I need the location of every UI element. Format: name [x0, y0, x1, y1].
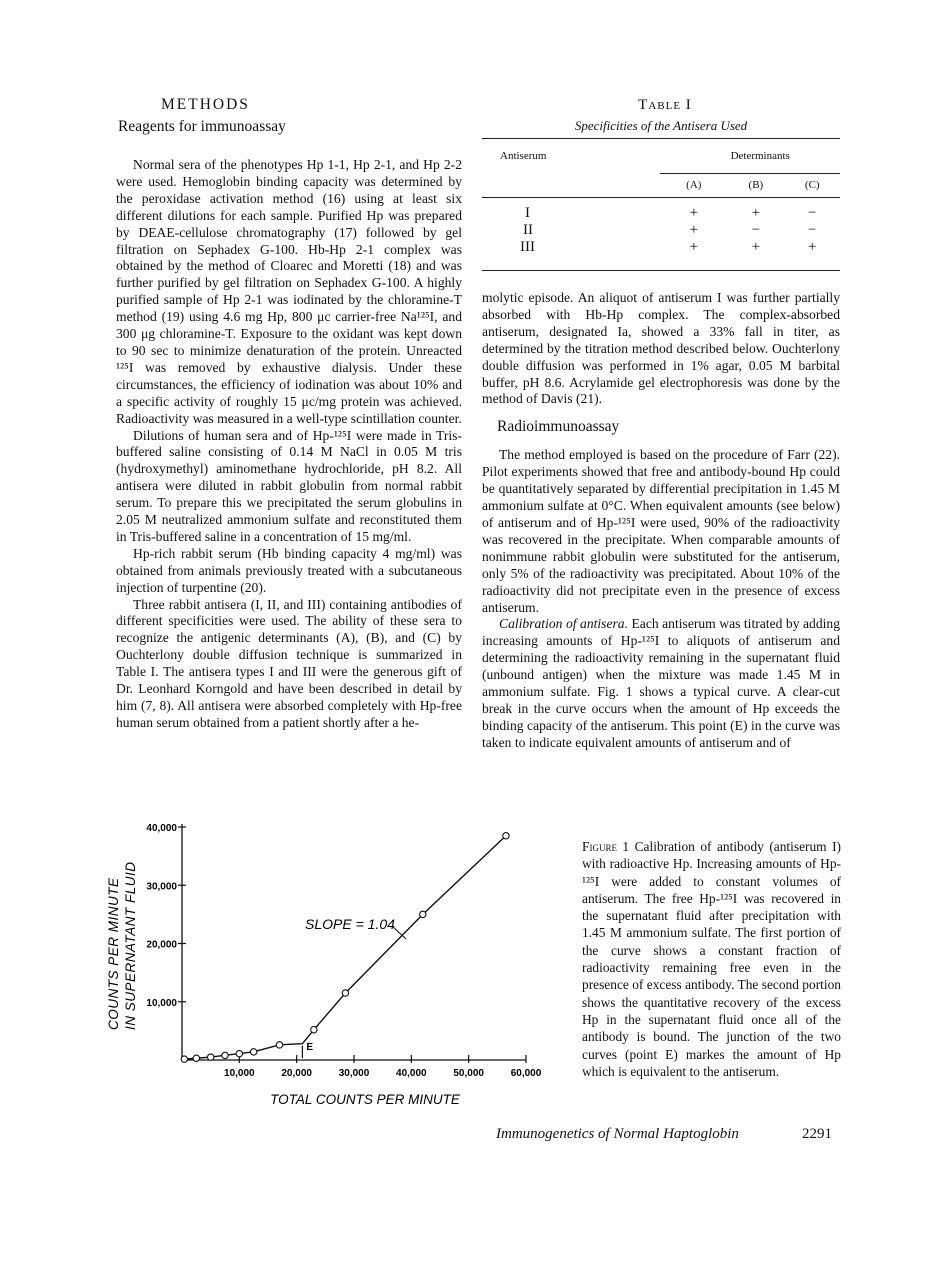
axis-marks	[146, 823, 541, 1079]
data-point	[193, 1055, 199, 1061]
left-column	[116, 95, 462, 783]
paragraph: Normal sera of the phenotypes Hp 1-1, Hp 2-1, and Hp 2-2 were used. Hemoglobin binding capacity was determined by the peroxidase activation method (16) using at least six different dilutions for each sample. Purified Hp was prepared by DEAE-cellulose chromatography (17) followed by gel filtration on Sephadex G-100. Hb-Hp 2-1 complex was obtained by the method of Cloarec and Moretti (18) and was further purified by gel filtration on Sephadex G-100. A highly purified sample of Hp 2-1 was iodinated by the chloramine-T method (19) using 4.6 mg Hp, 800 μc carrier-free Na¹²⁵I, and 300 μg chloramine-T. Exposure to the oxidant was kept down to 90 sec to minimize denaturation of the protein. Unreacted ¹²⁵I was removed by exhaustive dialysis. Under these circumstances, the efficiency of iodination was about 10% and a specific activity of roughly 15 μc/mg protein was achieved. Radioactivity was measured in a well-type scintillation counter.	[116, 157, 462, 426]
x-tick-label: 30,000	[338, 1068, 370, 1079]
y-tick-label: 30,000	[146, 881, 177, 893]
data-point	[250, 1049, 256, 1055]
x-tick-label: 60,000	[510, 1068, 542, 1079]
paragraph: Hp-rich rabbit serum (Hb binding capacity 4 mg/ml) was obtained from animals previously treated with a subcutaneous injection of turpentine (20).	[116, 545, 462, 595]
figure-caption-text: Calibration of antibody (antiserum I) with radioactive Hp. Increasing amounts of Hp-¹²⁵I were added to constant volumes of antiserum. The free Hp-¹²⁵I was recovered in the supernatant fluid after precipitation with 1.45 M ammonium sulfate. The first portion of the curve shows a constant fraction of radioactivity remaining free even in the presence of excess antibody. The second portion shows the quantitative recovery of the excess Hp in the supernatant fluid once all of the antibody is bound. The junction of the two curves (point E) markes the amount of Hp which is equivalent to the antiserum.	[582, 839, 841, 1079]
data-point	[222, 1052, 228, 1058]
x-axis-label: TOTAL COUNTS PER MINUTE	[270, 1092, 460, 1107]
figure-caption	[582, 838, 841, 1080]
data-points	[181, 833, 509, 1063]
header-antiserum: Antiserum	[500, 150, 547, 162]
y-tick-label: 40,000	[146, 823, 177, 834]
calibration-text: Each antiserum was titrated by adding increasing amounts of Hp-¹²⁵I to aliquots of antiserum and determining the radioactivity remaining in the supernatant fluid (unbound antigen) when the mixture was made 1.45 M in ammonium sulfate. Fig. 1 shows a typical curve. A clear-cut break in the curve occurs when the amount of Hp exceeds the binding capacity of the antiserum. This point (E) in the curve was taken to indicate equivalent amounts of antiserum and of	[482, 616, 840, 750]
data-point	[420, 911, 426, 917]
subheader-c: (C)	[785, 173, 840, 197]
subheading-reagents: Reagents for immunoassay	[118, 118, 286, 135]
break-point-marker	[302, 926, 406, 1058]
figure-1-chart	[100, 815, 560, 1115]
data-point	[181, 1056, 187, 1062]
paragraph: Dilutions of human sera and of Hp-¹²⁵I were made in Tris-buffered saline consisting of 0.14 M NaCl in 0.05 M tris (hydroxymethyl) aminomethane hydrochloride, pH 8.2. All antisera were diluted in rabbit globulin from normal rabbit serum. To prepare this we precipitated the serum globulins in 2.05 M neutralized ammonium sulfate and reconstituted them in Tris-buffered saline in a concentration of 15 mg/ml.	[116, 427, 462, 544]
slope-annotation: SLOPE = 1.04	[305, 916, 395, 932]
table-row: II + − −	[523, 222, 817, 238]
table-bottom-rule	[482, 270, 840, 271]
calibration-lead: Calibration of antisera.	[499, 616, 628, 632]
y-tick-label: 10,000	[146, 997, 177, 1009]
journal-title: Immunogenetics of Normal Haptoglobin	[496, 1126, 739, 1142]
data-point	[503, 833, 509, 839]
data-point	[207, 1054, 213, 1060]
y-tick-label: 20,000	[146, 939, 177, 951]
subheader-a: (A)	[660, 173, 727, 197]
page-number: 2291	[802, 1126, 832, 1142]
x-tick-label: 50,000	[453, 1068, 484, 1079]
table-block	[482, 96, 840, 271]
data-point	[342, 990, 348, 996]
table-caption: Specificities of the Antisera Used	[574, 118, 748, 133]
y-axis-label-line2: IN SUPERNATANT FLUID	[123, 861, 138, 1030]
section-title: METHODS	[161, 96, 250, 113]
figure-caption-lead: Figure 1	[582, 839, 630, 854]
x-tick-label: 20,000	[281, 1068, 312, 1079]
x-tick-label: 10,000	[224, 1068, 255, 1079]
specificities-table	[482, 139, 840, 270]
subheading-radioimmunoassay: Radioimmunoassay	[497, 418, 620, 436]
table-title: Table I	[638, 97, 692, 113]
paragraph-continued: Three rabbit antisera (I, II, and III) containing antibodies of different specificities were used. The ability of these sera to recognize the antigenic determinants (A), (B), and (C) by Ouchterlony double diffusion technique is summarized in Table I. The antisera types I and III were the generous gift of Dr. Leonhard Korngold and have been described in detail by him (7, 8). All antisera were absorbed completely with Hp-free human serum obtained from a patient shortly after a he-	[116, 596, 462, 730]
data-point	[276, 1042, 282, 1048]
data-point	[311, 1027, 317, 1033]
header-determinants: Determinants	[730, 149, 790, 162]
subheader-b: (B)	[727, 173, 784, 197]
right-column	[482, 290, 840, 752]
data-point	[236, 1050, 242, 1056]
paragraph: The method employed is based on the procedure of Farr (22). Pilot experiments showed that free and antibody-bound Hp could be quantitatively separated by differential precipitation in 1.45 M ammonium sulfate at 0°C. When equivalent amounts (see below) of antiserum and of Hp-¹²⁵I were used, 90% of the radioactivity was recovered in the precipitate. When comparable amounts of nonimmune rabbit globulin were substituted for the antiserum, only 5% of the radioactivity was precipitated. About 10% of the radioactivity did not precipitate even in the presence of excess antiserum.	[482, 447, 840, 615]
paragraph-continuation	[482, 290, 840, 408]
table-row: I + + −	[525, 205, 817, 221]
y-axis-label-line1: COUNTS PER MINUTE	[106, 877, 121, 1030]
paragraph-calibration	[482, 616, 840, 751]
page-footer	[496, 1126, 832, 1143]
x-tick-label: 40,000	[396, 1068, 427, 1079]
table-row: III + + +	[520, 239, 817, 255]
continuation-text: molytic episode. An aliquot of antiserum I was further partially absorbed with Hb-Hp complex. The complex-absorbed antiserum, designated Ia, showed a 33% fall in titer, as determined by the titration method described below. Ouchterlony double diffusion was performed in 1% agar, 0.05 M barbital buffer, pH 8.6. Acrylamide gel electrophoresis was done by the method of Davis (21).	[482, 290, 840, 407]
point-e-label: E	[306, 1042, 314, 1053]
data-curve	[184, 836, 506, 1059]
